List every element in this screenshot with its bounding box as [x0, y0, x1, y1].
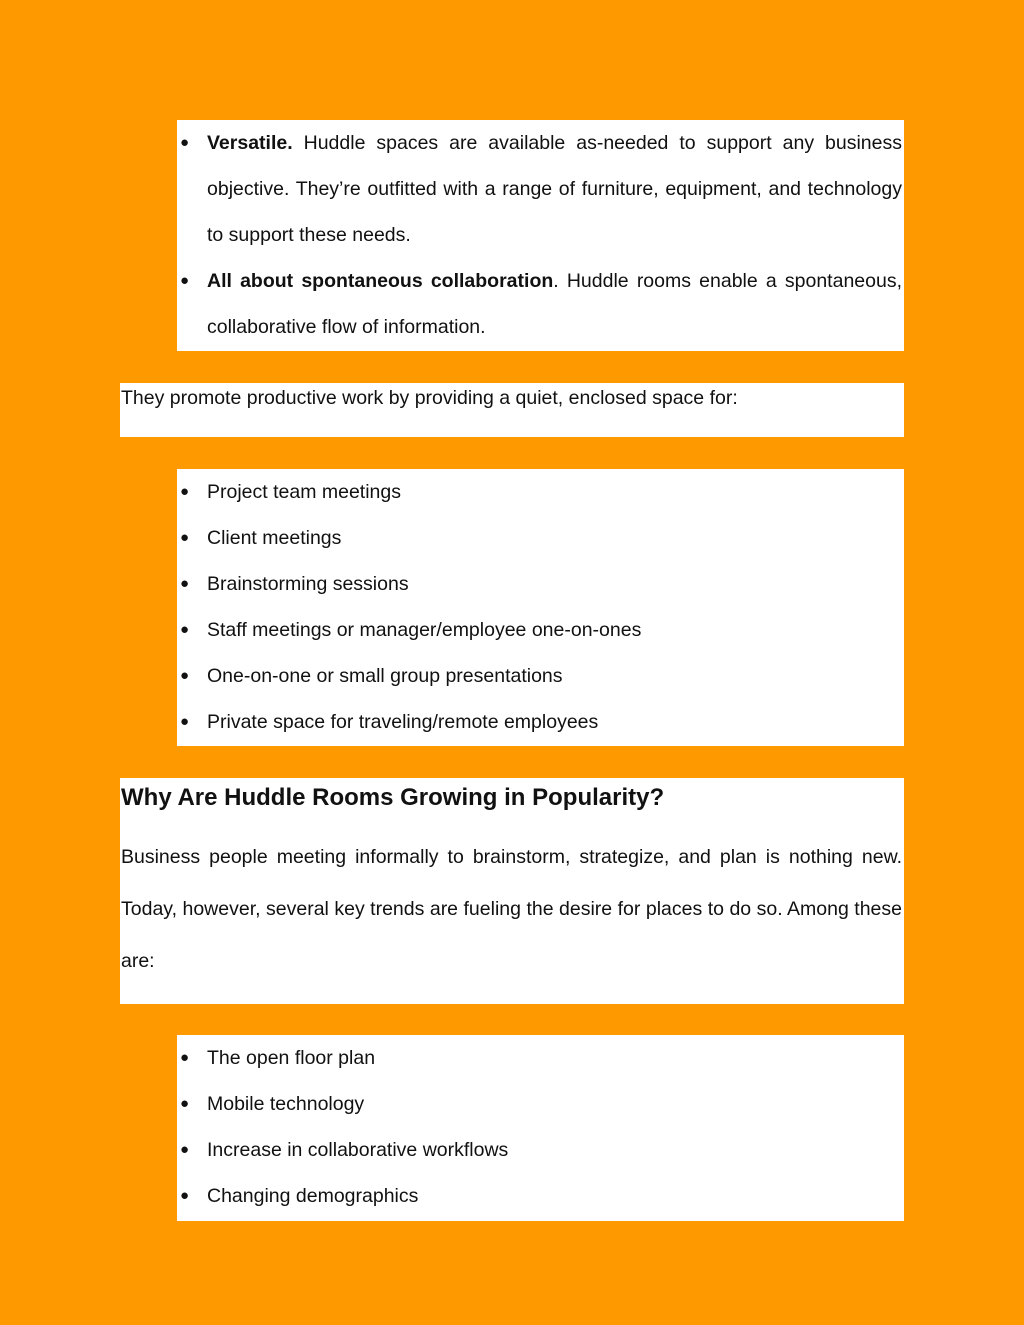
- list-item: [177, 699, 904, 745]
- list-item-bold-label: Versatile.: [207, 132, 293, 154]
- bullet-icon: ●: [180, 1049, 190, 1066]
- uses-list-panel: [177, 469, 904, 746]
- list-item: [177, 515, 904, 561]
- bullet-icon: ●: [180, 134, 190, 151]
- list-item-text: Increase in collaborative workflows: [207, 1139, 509, 1161]
- section-heading: Why Are Huddle Rooms Growing in Popularity?: [121, 784, 665, 811]
- list-item: [177, 258, 904, 350]
- list-item: [177, 1173, 904, 1219]
- list-item-text: . Huddle rooms enable a spontaneous, collaborative flow of information.: [207, 270, 902, 338]
- bullet-icon: ●: [180, 272, 190, 289]
- list-item-text: Changing demographics: [207, 1185, 419, 1207]
- list-item-text: Huddle spaces are available as-needed to support any business objective. They’re outfitted with a range of furniture, equipment, and technology to support these needs.: [207, 132, 902, 246]
- section-panel: [120, 778, 904, 1004]
- feature-list: [177, 120, 904, 350]
- bullet-icon: ●: [180, 529, 190, 546]
- bullet-icon: ●: [180, 1141, 190, 1158]
- uses-list: [177, 469, 904, 745]
- list-item-text: Client meetings: [207, 527, 342, 549]
- bullet-icon: ●: [180, 667, 190, 684]
- trends-list: [177, 1035, 904, 1219]
- bullet-icon: ●: [180, 1187, 190, 1204]
- bullet-icon: ●: [180, 575, 190, 592]
- list-item-text: Private space for traveling/remote employees: [207, 711, 599, 733]
- list-item: [177, 469, 904, 515]
- feature-list-panel: [177, 120, 904, 351]
- list-item-bold-label: All about spontaneous collaboration: [207, 270, 554, 292]
- bullet-icon: ●: [180, 483, 190, 500]
- trends-list-panel: [177, 1035, 904, 1221]
- list-item-text: The open floor plan: [207, 1047, 376, 1069]
- list-item-text: One-on-one or small group presentations: [207, 665, 563, 687]
- list-item-text: Brainstorming sessions: [207, 573, 409, 595]
- bullet-icon: ●: [180, 713, 190, 730]
- list-item-text: Mobile technology: [207, 1093, 365, 1115]
- intro-paragraph: They promote productive work by providing a quiet, enclosed space for:: [121, 387, 738, 409]
- list-item: [177, 607, 904, 653]
- list-item: [177, 120, 904, 258]
- list-item: [177, 1035, 904, 1081]
- list-item-text: Staff meetings or manager/employee one-on-ones: [207, 619, 642, 641]
- list-item-text: Project team meetings: [207, 481, 402, 503]
- bullet-icon: ●: [180, 1095, 190, 1112]
- bullet-icon: ●: [180, 621, 190, 638]
- list-item: [177, 653, 904, 699]
- list-item: [177, 1081, 904, 1127]
- section-paragraph: Business people meeting informally to brainstorm, strategize, and plan is nothing new. Today, however, several key trends are fueling the desire for places to do so. Among these are:: [121, 846, 902, 972]
- list-item: [177, 561, 904, 607]
- list-item: [177, 1127, 904, 1173]
- intro-panel: [120, 383, 904, 437]
